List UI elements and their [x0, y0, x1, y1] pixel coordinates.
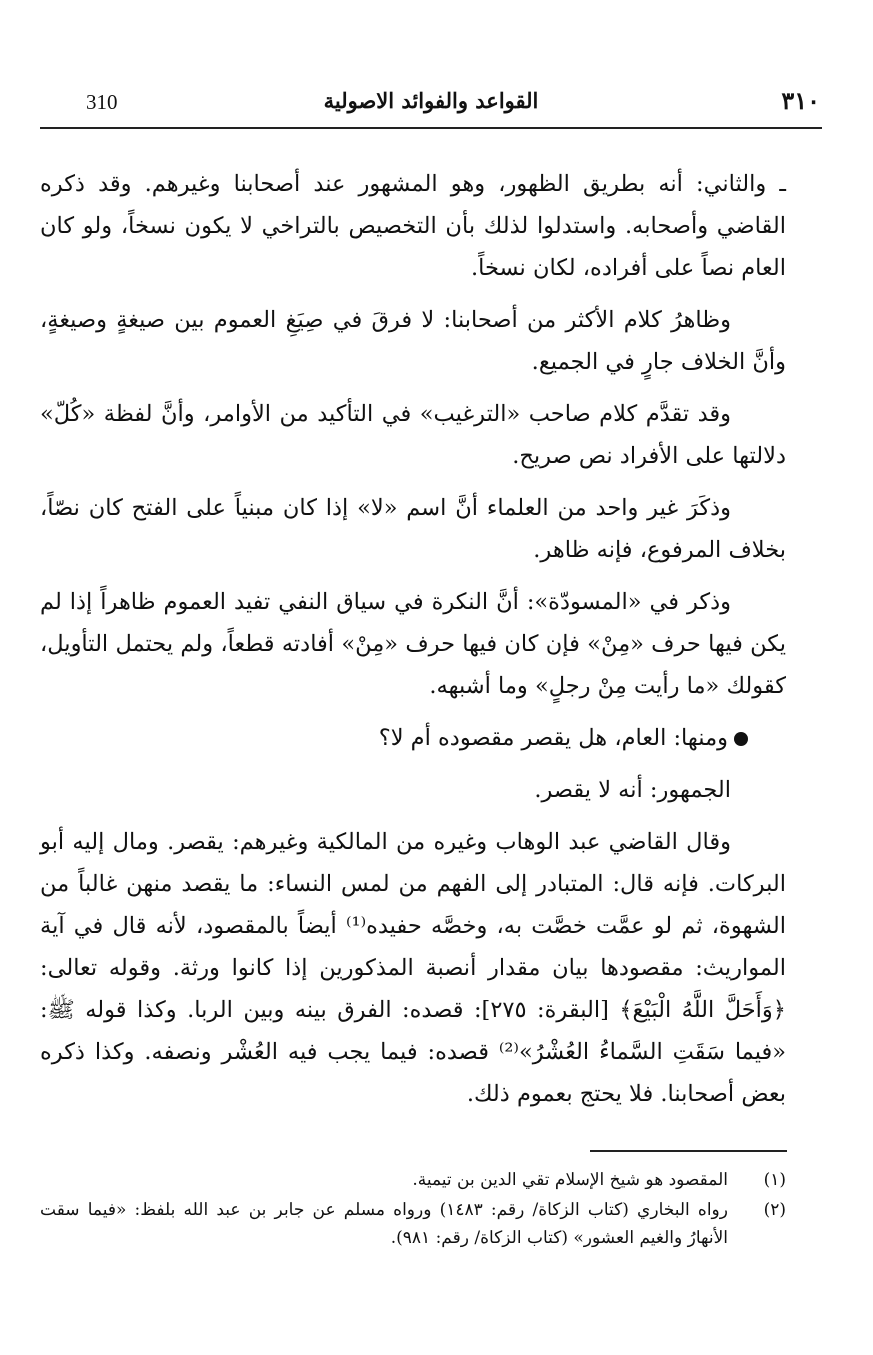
footnote-rule: [590, 1150, 787, 1152]
main-text: [40, 163, 786, 1125]
bullet-dot-icon: [734, 732, 748, 746]
paragraph: وقال القاضي عبد الوهاب وغيره من المالكية وغيرهم: يقصر. ومال إليه أبو البركات. فإنه قال: المتبادر إلى الفهم من لمس النساء: ما يقصد منهن غالباً من الشهوة، ثم لو عمَّت خصَّت به، وخصَّه حفيده⁽¹⁾ أيضاً بالمقصود، لأنه قال في آية المواريث: مقصودها بيان مقدار أنصبة المذكورين إذا كانوا ورثة. وقوله تعالى: ﴿وَأَحَلَّ اللَّهُ الْبَيْعَ﴾ [البقرة: ٢٧٥]: قصده: الفرق بينه وبين الربا. وكذا قوله ﷺ: «فيما سَقَتِ السَّماءُ العُشْرُ»⁽²⁾ قصده: فيما يجب فيه العُشْر ونصفه. وكذا ذكره بعض أصحابنا. فلا يحتج بعموم ذلك.: [40, 829, 787, 1107]
footnotes: [40, 1166, 786, 1254]
paragraph: وظاهرُ كلام الأكثر من أصحابنا: لا فرقَ في صِيَغِ العموم بين صيغةٍ وصيغةٍ، وأنَّ الخلاف جارٍ في الجميع.: [40, 307, 786, 375]
footnote-item: [40, 1196, 786, 1252]
running-header: [40, 86, 822, 126]
paragraph: وذكَرَ غير واحد من العلماء أنَّ اسم «لا» إذا كان مبنياً على الفتح كان نصّاً، بخلاف المرفوع، فإنه ظاهر.: [40, 495, 786, 563]
paragraph: الجمهور: أنه لا يقصر.: [534, 777, 731, 803]
page-number-latin: 310: [86, 90, 118, 114]
footnote-item: [40, 1166, 786, 1194]
footnote-number: (٢): [763, 1200, 786, 1220]
paragraph: وقد تقدَّم كلام صاحب «الترغيب» في التأكيد من الأوامر، وأنَّ لفظة «كُلّ» دلالتها على الأفراد نص صريح.: [40, 401, 786, 469]
header-rule: [40, 127, 822, 129]
page-number-arabic: ٣١٠: [781, 86, 820, 115]
running-title: القواعد والفوائد الاصولية: [323, 88, 539, 113]
bullet-heading: [40, 717, 786, 759]
paragraph: وذكر في «المسودّة»: أنَّ النكرة في سياق النفي تفيد العموم ظاهراً إذا لم يكن فيها حرف «مِنْ» فإن كان فيها حرف «مِنْ» أفادته قطعاً، ولم يحتمل التأويل، كقولك «ما رأيت مِنْ رجلٍ» وما أشبهه.: [40, 589, 786, 699]
footnote-text: رواه البخاري (كتاب الزكاة/ رقم: ١٤٨٣) ورواه مسلم عن جابر بن عبد الله بلفظ: «فيما سقت الأنهارُ والغيم العشور» (كتاب الزكاة/ رقم: ٩٨١).: [40, 1200, 728, 1248]
footnote-number: (١): [763, 1170, 786, 1190]
bullet-heading-text: ومنها: العام، هل يقصر مقصوده أم لا؟: [378, 725, 728, 751]
footnote-text: المقصود هو شيخ الإسلام تقي الدين بن تيمية.: [412, 1170, 728, 1190]
paragraph: ـ والثاني: أنه بطريق الظهور، وهو المشهور عند أصحابنا وغيرهم. وقد ذكره القاضي وأصحابه. واستدلوا لذلك بأن التخصيص بالتراخي لا يكون نسخاً، ولو كان العام نصاً على أفراده، لكان نسخاً.: [40, 171, 786, 281]
